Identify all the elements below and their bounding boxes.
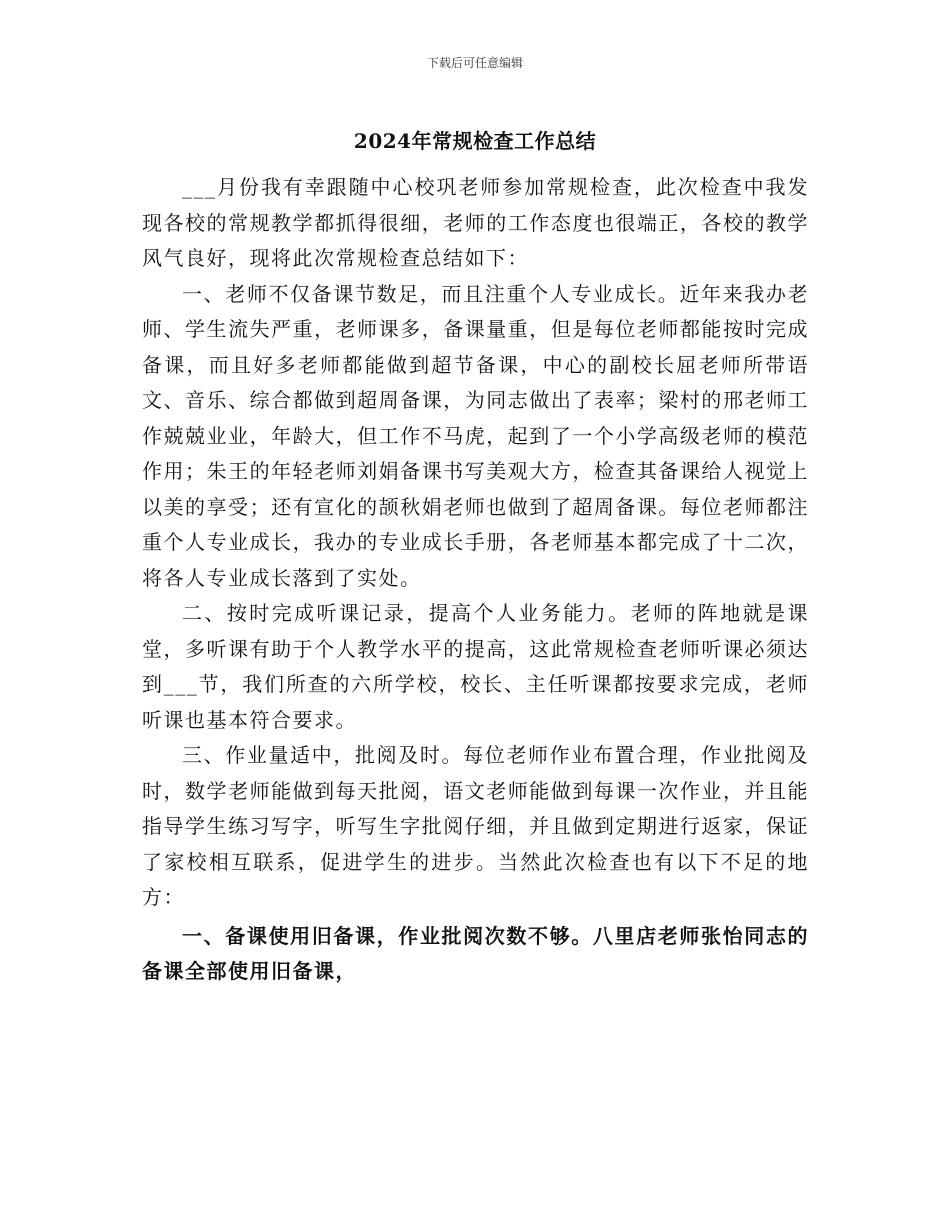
- section-one-paragraph: 一、老师不仅备课节数足，而且注重个人专业成长。近年来我办老师、学生流失严重，老师课多，备课量重，但是每位老师都能按时完成备课，而且好多老师都能做到超节备课，中心的副校长屈老师所带语文、音乐、综合都做到超周备课，为同志做出了表率；梁村的邢老师工作兢兢业业，年龄大，但工作不马虎，起到了一个小学高级老师的模范作用；朱王的年轻老师刘娟备课书写美观大方，检查其备课给人视觉上以美的享受；还有宣化的颉秋娟老师也做到了超周备课。每位老师都注重个人专业成长，我办的专业成长手册，各老师基本都完成了十二次，将各人专业成长落到了实处。: [142, 281, 809, 590]
- shortcoming-one-paragraph: 一、备课使用旧备课，作业批阅次数不够。八里店老师张怡同志的备课全部使用旧备课，: [142, 923, 809, 983]
- document-title: 2024年常规检查工作总结: [353, 129, 597, 153]
- section-two-paragraph: 二、按时完成听课记录，提高个人业务能力。老师的阵地就是课堂，多听课有助于个人教学水平的提高，这此常规检查老师听课必须达到___节，我们所查的六所学校，校长、主任听课都按要求完成，老师听课也基本符合要求。: [142, 601, 809, 732]
- page-header-note: 下载后可任意编辑: [426, 56, 523, 70]
- document-body: [142, 170, 809, 990]
- intro-paragraph: ___月份我有幸跟随中心校巩老师参加常规检查，此次检查中我发现各校的常规教学都抓得很细，老师的工作态度也很端正，各校的教学风气良好，现将此次常规检查总结如下：: [142, 175, 809, 270]
- section-three-paragraph: 三、作业量适中，批阅及时。每位老师作业布置合理，作业批阅及时，数学老师能做到每天批阅，语文老师能做到每课一次作业，并且能指导学生练习写字，听写生字批阅仔细，并且做到定期进行返家，保证了家校相互联系，促进学生的进步。当然此次检查也有以下不足的地方：: [142, 743, 809, 909]
